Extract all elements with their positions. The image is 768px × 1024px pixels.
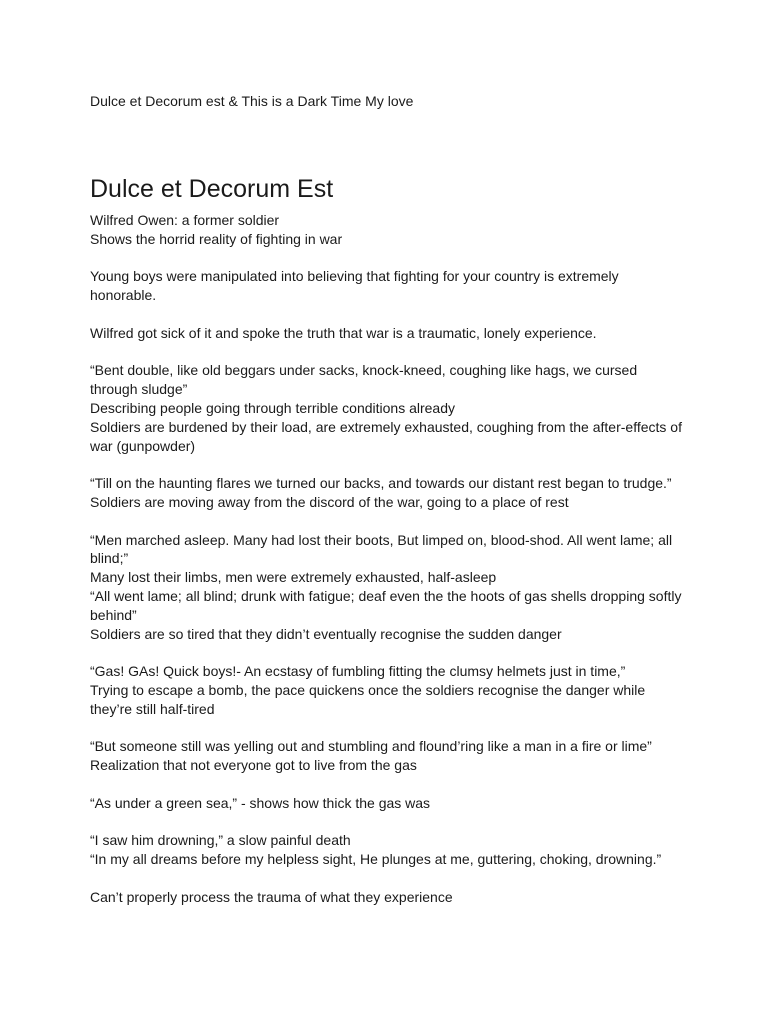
text-line: Soldiers are moving away from the discord of the war, going to a place of rest [90,493,569,510]
text-line: Many lost their limbs, men were extremely exhausted, half-asleep [90,569,497,586]
text-line: Trying to escape a bomb, the pace quickens once the soldiers recognise the danger while [90,681,646,698]
paragraph-spacer [90,343,690,362]
text-line: Wilfred got sick of it and spoke the truth that war is a traumatic, lonely experience. [90,324,597,341]
paragraph-spacer [90,719,690,738]
paragraph-spacer [90,455,690,474]
paragraph-spacer [90,869,690,888]
paragraph-spacer [90,775,690,794]
text-line: Young boys were manipulated into believing that fighting for your country is extremely [90,268,619,285]
text-line: “I saw him drowning,” a slow painful death [90,832,351,849]
paragraph-spacer [90,643,690,662]
text-line: “Gas! GAs! Quick boys!- An ecstasy of fumbling fitting the clumsy helmets just in time,” [90,663,626,680]
text-line: war (gunpowder) [90,437,196,454]
text-line: Soldiers are so tired that they didn’t eventually recognise the sudden danger [90,625,562,642]
text-line: Soldiers are burdened by their load, are extremely exhausted, coughing from the after-effects of [90,418,682,435]
text-line: through sludge” [90,381,188,398]
paragraph-spacer [90,249,690,268]
paragraph-spacer [90,512,690,531]
paragraph-spacer [90,305,690,324]
section-heading: Dulce et Decorum Est [90,175,334,203]
document-title: Dulce et Decorum est & This is a Dark Time My love [90,93,414,109]
text-line: “Bent double, like old beggars under sacks, knock-kneed, coughing like hags, we cursed [90,362,638,379]
text-line: they’re still half-tired [90,700,215,717]
text-line: “In my all dreams before my helpless sight, He plunges at me, guttering, choking, drowning.” [90,851,662,868]
text-line: Wilfred Owen: a former soldier [90,212,280,228]
paragraph-spacer [90,813,690,832]
text-line: “All went lame; all blind; drunk with fatigue; deaf even the the hoots of gas shells dropping softly [90,587,682,604]
text-line: Can’t properly process the trauma of what they experience [90,888,453,905]
text-line: Shows the horrid reality of fighting in war [90,230,343,247]
text-line: honorable. [90,287,157,304]
notes-body [90,211,690,906]
text-line: “Men marched asleep. Many had lost their boots, But limped on, blood-shod. All went lame; all [90,531,673,548]
text-line: “As under a green sea,” - shows how thick the gas was [90,794,431,811]
text-line: “But someone still was yelling out and stumbling and flound’ring like a man in a fire or lime” [90,738,652,755]
text-line: Describing people going through terrible conditions already [90,399,456,416]
text-line: Realization that not everyone got to live from the gas [90,757,417,774]
text-line: blind;” [90,550,129,567]
text-line: behind” [90,606,137,623]
text-line: “Till on the haunting flares we turned our backs, and towards our distant rest began to trudge.” [90,475,672,492]
